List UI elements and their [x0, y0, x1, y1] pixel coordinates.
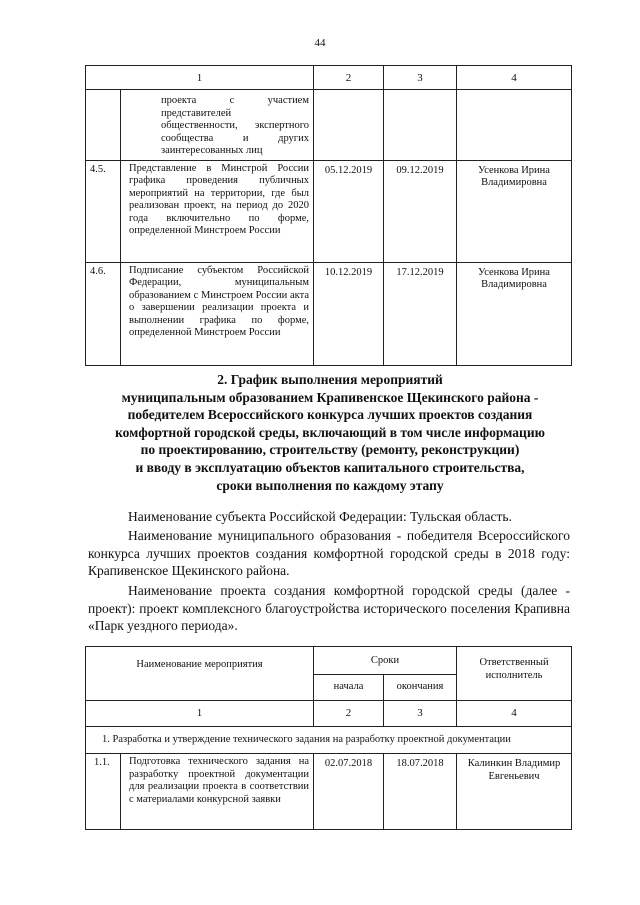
- row-responsible: Калинкин Владимир Евгеньевич: [457, 754, 572, 830]
- table-row: [86, 90, 572, 161]
- row-number: 4.6.: [86, 262, 121, 365]
- header-activity: Наименование мероприятия: [86, 647, 314, 701]
- section-title-line: по проектированию, строительству (ремонту, реконструкции): [140, 442, 520, 458]
- numbering-col-2: 2: [314, 701, 384, 727]
- numbering-col-3: 3: [384, 701, 457, 727]
- section-row: [86, 727, 572, 754]
- row-number-cell: [86, 90, 121, 161]
- municipality-paragraph: Наименование муниципального образования - победителя Всероссийского конкурса лучших проектов создания комфортной городской среды в 2018 году: Крапивенское Щекинского района.: [88, 528, 570, 579]
- row-description: Подготовка технического задания на разработку проектной документации для реализации проекта в соответствии с материалами конкурсной заявки: [121, 754, 314, 830]
- row-number: 1.1.: [86, 754, 121, 830]
- numbering-col-1: 1: [86, 701, 314, 727]
- row-description: Подписание субъектом Российской Федерации, муниципальным образованием с Минстроем России акта о завершении реализации проекта и выполнении графика по форме, определенной Минстроем России: [121, 262, 314, 365]
- header-col-3: 3: [384, 66, 457, 90]
- row-responsible: Усенкова Ирина Владимировна: [457, 160, 572, 262]
- table-row: [86, 160, 572, 262]
- schedule-table-continued: [85, 65, 572, 366]
- row-start-date: 05.12.2019: [314, 160, 384, 262]
- header-start: начала: [314, 675, 384, 701]
- row-end-date: 18.07.2018: [384, 754, 457, 830]
- row-number: 4.5.: [86, 160, 121, 262]
- row-end-date: 09.12.2019: [384, 160, 457, 262]
- start-date-cell: [314, 90, 384, 161]
- row-end-date: 17.12.2019: [384, 262, 457, 365]
- row-description: Представление в Минстрой России графика проведения публичных мероприятий на территории, где был реализован проект, на период до 2020 года включительно по форме, определенной Минстроем России: [121, 160, 314, 262]
- row-responsible: Усенкова Ирина Владимировна: [457, 262, 572, 365]
- page-number: 44: [314, 37, 326, 49]
- row-start-date: 10.12.2019: [314, 262, 384, 365]
- section-title: [60, 371, 600, 494]
- header-responsible: Ответственный исполнитель: [457, 647, 572, 701]
- table-header-row: [86, 66, 572, 90]
- continuation-description: проекта с участием представителей общественности, экспертного сообщества и других заинтересованных лиц: [121, 90, 314, 161]
- section-title-line: сроки выполнения по каждому этапу: [216, 477, 444, 493]
- project-paragraph: Наименование проекта создания комфортной городской среды (далее - проект): проект комплексного благоустройства исторического поселения Крапивна «Парк уездного периода».: [88, 583, 570, 634]
- section-title-line: 2. График выполнения мероприятий: [217, 372, 443, 387]
- header-col-2: 2: [314, 66, 384, 90]
- row-start-date: 02.07.2018: [314, 754, 384, 830]
- header-end: окончания: [384, 675, 457, 701]
- schedule-table: [85, 646, 572, 830]
- table-row: [86, 754, 572, 830]
- section-title-line: комфортной городской среды, включающий в том числе информацию: [115, 424, 545, 440]
- section-title-line: победителем Всероссийского конкурса лучших проектов создания: [127, 407, 533, 423]
- numbering-row: [86, 701, 572, 727]
- header-col-1: 1: [86, 66, 314, 90]
- table-header-row: [86, 647, 572, 675]
- section-row-title: 1. Разработка и утверждение технического задания на разработку проектной документации: [86, 727, 572, 754]
- numbering-col-4: 4: [457, 701, 572, 727]
- header-terms: Сроки: [314, 647, 457, 675]
- subject-paragraph: Наименование субъекта Российской Федерации: Тульская область.: [128, 509, 512, 524]
- section-title-line: муниципальным образованием Крапивенское Щекинского района -: [121, 389, 539, 405]
- header-col-4: 4: [457, 66, 572, 90]
- table-row: [86, 262, 572, 365]
- responsible-cell: [457, 90, 572, 161]
- section-title-line: и вводу в эксплуатацию объектов капитального строительства,: [135, 459, 525, 475]
- end-date-cell: [384, 90, 457, 161]
